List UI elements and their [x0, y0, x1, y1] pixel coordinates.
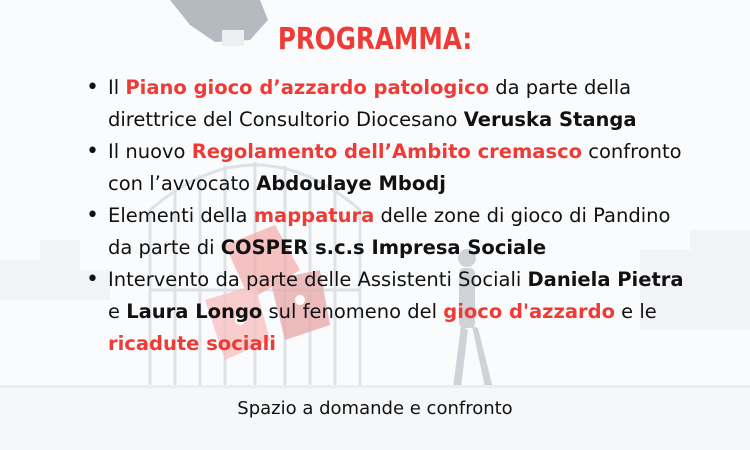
speaker-name: Abdoulaye Mbodj — [256, 172, 446, 195]
highlight-text: mappatura — [253, 204, 375, 227]
organization-name: COSPER s.c.s Impresa Sociale — [220, 236, 547, 259]
highlight-text: ricadute sociali — [108, 332, 276, 355]
highlight-text: gioco d'azzardo — [443, 300, 615, 323]
list-item: • Il nuovo Regolamento dell’Ambito cremasco confronto con l’avvocato Abdoulaye Mbodj — [108, 136, 698, 200]
program-list — [84, 72, 698, 360]
list-item: • Il Piano gioco d’azzardo patologico da parte della direttrice del Consultorio Diocesano Veruska Stanga — [108, 72, 698, 136]
highlight-text: Piano gioco d’azzardo patologico — [125, 76, 490, 99]
list-item: • Intervento da parte delle Assistenti Sociali Daniela Pietra e Laura Longo sul fenomeno del gioco d'azzardo e le ricadute sociali — [108, 264, 698, 360]
speaker-name: Daniela Pietra — [527, 268, 684, 291]
footer-note: Spazio a domande e confronto — [237, 398, 513, 419]
highlight-text: Regolamento dell’Ambito cremasco — [191, 140, 583, 163]
speaker-name: Laura Longo — [126, 300, 263, 323]
list-item: • Elementi della mappatura delle zone di gioco di Pandino da parte di COSPER s.c.s Impresa Sociale — [108, 200, 698, 264]
speaker-name: Veruska Stanga — [463, 108, 637, 131]
page-title: PROGRAMMA: — [277, 22, 473, 57]
